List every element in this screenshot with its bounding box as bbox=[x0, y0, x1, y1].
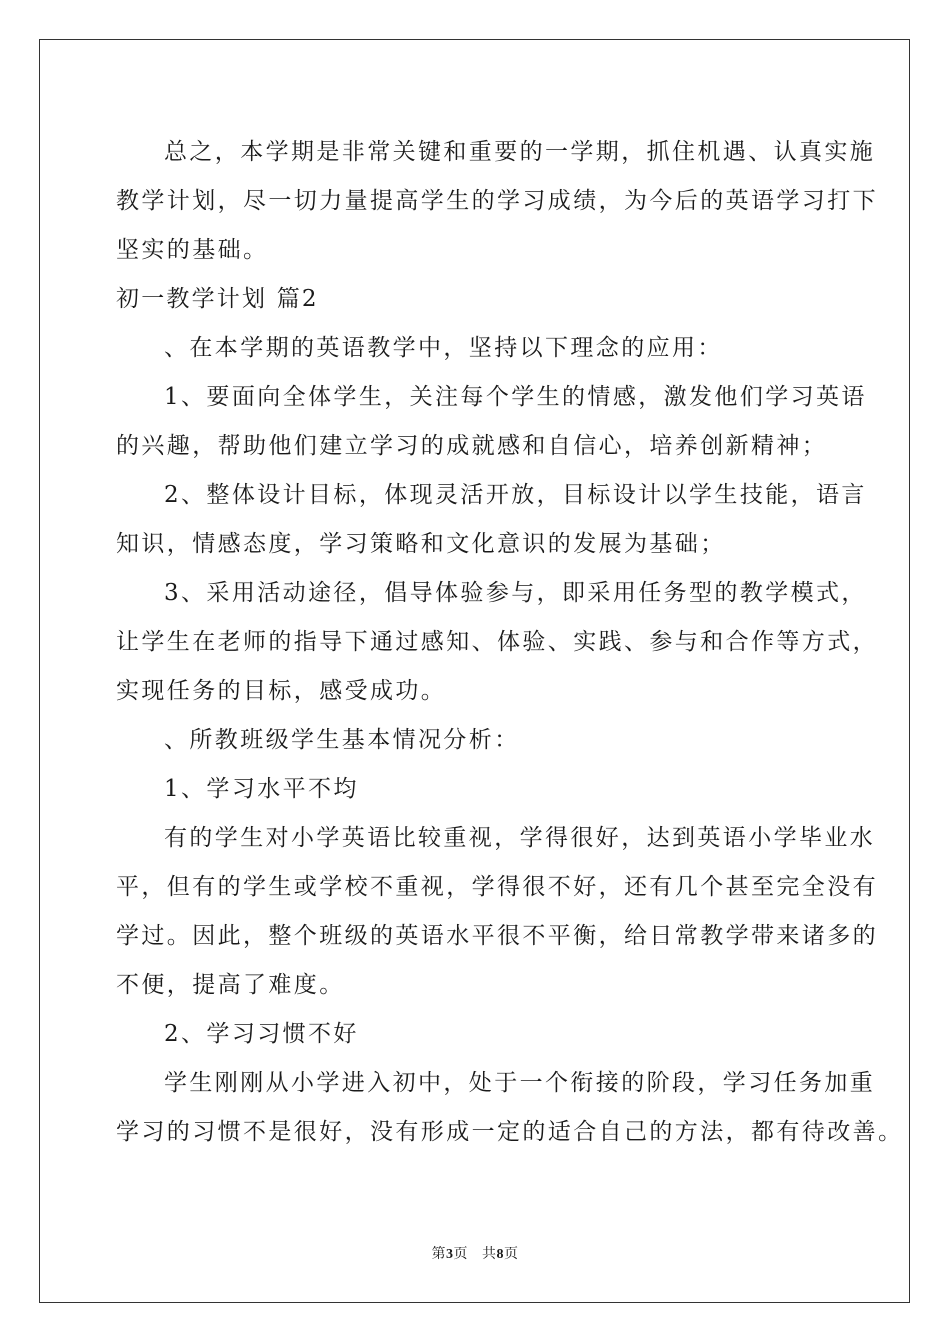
paragraph-line: 学过。因此，整个班级的英语水平很不平衡，给日常教学带来诸多的 bbox=[116, 923, 878, 949]
page-number-suffix: 页 bbox=[453, 1246, 468, 1262]
paragraph-line: 总之，本学期是非常关键和重要的一学期，抓住机遇、认真实施 bbox=[164, 139, 876, 165]
paragraph-line: 、在本学期的英语教学中，坚持以下理念的应用： bbox=[164, 335, 723, 361]
page-footer bbox=[0, 1243, 950, 1263]
subheading-line: 2、学习习惯不好 bbox=[164, 1021, 359, 1047]
paragraph-line: 实现任务的目标，感受成功。 bbox=[116, 678, 447, 704]
paragraph-line: 1、要面向全体学生，关注每个学生的情感，激发他们学习英语 bbox=[164, 384, 867, 410]
paragraph-line: 让学生在老师的指导下通过感知、体验、实践、参与和合作等方式， bbox=[116, 629, 878, 655]
subheading-line: 1、学习水平不均 bbox=[164, 776, 359, 802]
page-total-prefix: 共 bbox=[482, 1246, 497, 1262]
page-number-total: 8 bbox=[496, 1247, 504, 1262]
paragraph-line: 教学计划，尽一切力量提高学生的学习成绩，为今后的英语学习打下 bbox=[116, 188, 878, 214]
paragraph-line: 平，但有的学生或学校不重视，学得很不好，还有几个甚至完全没有 bbox=[116, 874, 878, 900]
paragraph-line: 知识，情感态度，学习策略和文化意识的发展为基础； bbox=[116, 531, 726, 557]
page-total-suffix: 页 bbox=[504, 1246, 519, 1262]
page-number-prefix: 第 bbox=[431, 1246, 446, 1262]
document-body bbox=[116, 128, 904, 1157]
paragraph-line: 3、采用活动途径，倡导体验参与，即采用任务型的教学模式， bbox=[164, 580, 867, 606]
paragraph-line: 、所教班级学生基本情况分析： bbox=[164, 727, 520, 753]
paragraph-line: 的兴趣，帮助他们建立学习的成就感和自信心，培养创新精神； bbox=[116, 433, 828, 459]
paragraph-line: 学生刚刚从小学进入初中，处于一个衔接的阶段，学习任务加重 bbox=[164, 1070, 876, 1096]
paragraph-line: 坚实的基础。 bbox=[116, 237, 269, 263]
paragraph-line: 学习的习惯不是很好，没有形成一定的适合自己的方法，都有待改善。 bbox=[116, 1119, 904, 1145]
section-heading: 初一教学计划 篇2 bbox=[116, 286, 319, 312]
page-number-current: 3 bbox=[446, 1247, 454, 1262]
paragraph-line: 不便，提高了难度。 bbox=[116, 972, 345, 998]
paragraph-line: 2、整体设计目标，体现灵活开放，目标设计以学生技能，语言 bbox=[164, 482, 867, 508]
paragraph-line: 有的学生对小学英语比较重视，学得很好，达到英语小学毕业水 bbox=[164, 825, 876, 851]
